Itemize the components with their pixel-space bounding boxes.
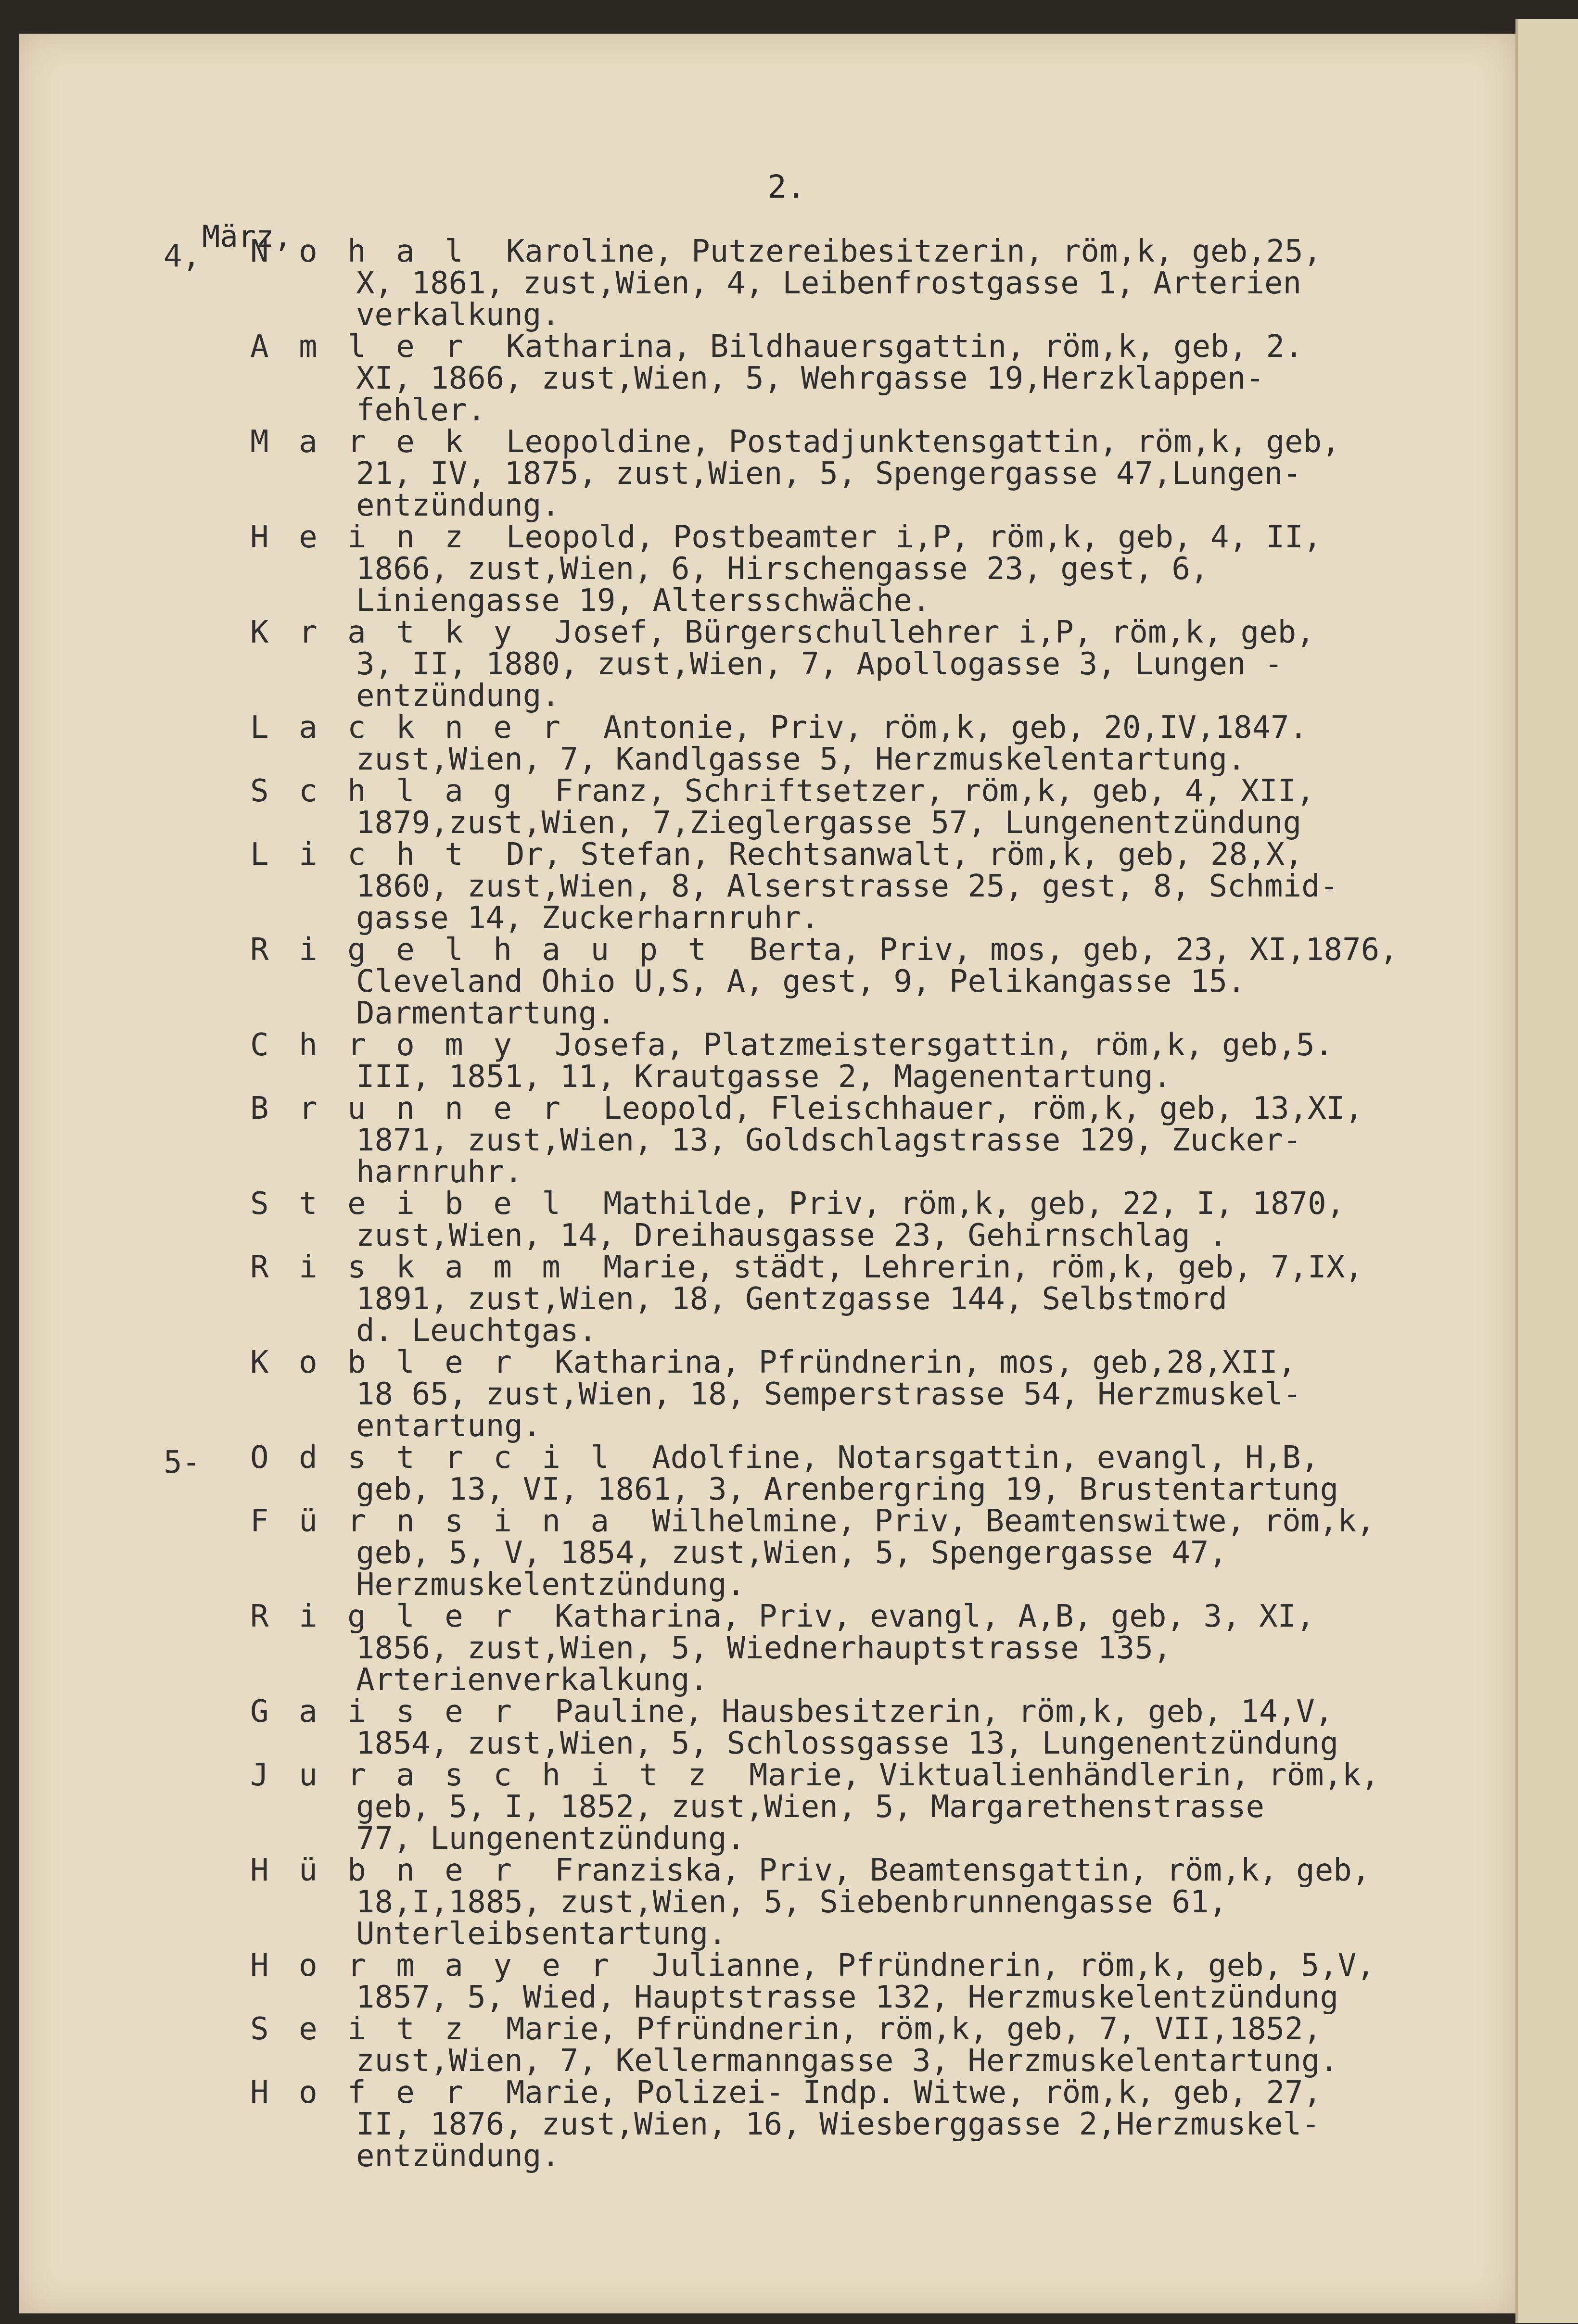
entry-line xyxy=(19,1537,1515,1569)
entry-line xyxy=(19,2077,1515,2109)
entry-line xyxy=(19,1442,1515,1474)
entry-line xyxy=(19,2045,1515,2077)
entry-line xyxy=(19,648,1515,680)
entry-surname: S t e i b e l xyxy=(250,1186,566,1222)
entry-line xyxy=(19,2109,1515,2140)
entry-text: zust,Wien, 7, Kellermanngasse 3, Herzmuskelentartung. xyxy=(356,2043,1339,2079)
entry-surname: L i c h t xyxy=(250,837,469,872)
entry-line xyxy=(19,807,1515,839)
entry-line xyxy=(19,1855,1515,1886)
entry-line xyxy=(19,1791,1515,1823)
entry-surname: K o b l e r xyxy=(250,1345,518,1380)
entry-surname: O d s t r c i l xyxy=(250,1440,615,1476)
entry-text: 1866, zust,Wien, 6, Hirschengasse 23, gest, 6, xyxy=(356,551,1209,587)
entry-line xyxy=(19,871,1515,902)
register-entry xyxy=(19,1029,1515,1093)
entry-line xyxy=(19,1886,1515,1918)
entry-text: 1860, zust,Wien, 8, Alserstrasse 25, gest, 8, Schmid- xyxy=(356,869,1339,904)
entry-text: 3, II, 1880, zust,Wien, 7, Apollogasse 3, Lungen - xyxy=(356,646,1283,682)
entry-surname: L a c k n e r xyxy=(250,710,566,745)
entry-text: III, 1851, 11, Krautgasse 2, Magenentartung. xyxy=(356,1059,1172,1095)
entry-text: Katharina, Pfründnerin, mos, geb,28,XII, xyxy=(554,1345,1297,1380)
entry-day-number: 5- xyxy=(164,1445,201,1480)
entry-line xyxy=(19,458,1515,490)
entry-surname: N o h a l xyxy=(250,234,469,269)
register-entry xyxy=(19,1093,1515,1188)
entry-line xyxy=(19,744,1515,775)
entry-text: d. Leuchtgas. xyxy=(356,1313,597,1349)
entry-text: 1854, zust,Wien, 5, Schlossgasse 13, Lungenentzündung xyxy=(356,1726,1339,1761)
register-entry xyxy=(19,1505,1515,1601)
entry-text: Adolfine, Notarsgattin, evangl, H,B, xyxy=(652,1440,1320,1476)
death-register-entries xyxy=(19,236,1515,2172)
entry-text: 1857, 5, Wied, Hauptstrasse 132, Herzmuskelentzündung xyxy=(356,1980,1339,2015)
entry-line xyxy=(19,267,1515,299)
entry-line xyxy=(19,1188,1515,1220)
entry-line xyxy=(19,934,1515,966)
entry-text: II, 1876, zust,Wien, 16, Wiesberggasse 2,Herzmuskel- xyxy=(356,2107,1320,2142)
entry-text: Julianne, Pfründnerin, röm,k, geb, 5,V, xyxy=(652,1948,1375,1983)
entry-line xyxy=(19,1982,1515,2013)
entry-text: Dr, Stefan, Rechtsanwalt, röm,k, geb, 28,X, xyxy=(506,837,1303,872)
entry-surname: S c h l a g xyxy=(250,773,518,809)
entry-surname: M a r e k xyxy=(250,424,469,460)
entry-text: geb, 5, V, 1854, zust,Wien, 5, Spengergasse 47, xyxy=(356,1535,1227,1571)
entry-text: verkalkung. xyxy=(356,297,560,333)
entry-text: 21, IV, 1875, zust,Wien, 5, Spengergasse 47,Lungen- xyxy=(356,456,1302,492)
register-entry xyxy=(19,1696,1515,1759)
entry-surname: K r a t k y xyxy=(250,615,518,650)
entry-line xyxy=(19,1474,1515,1505)
entry-text: Franz, Schriftsetzer, röm,k, geb, 4, XII, xyxy=(554,773,1315,809)
entry-text: Marie, Pfründnerin, röm,k, geb, 7, VII,1852, xyxy=(506,2011,1322,2047)
entry-text: XI, 1866, zust,Wien, 5, Wehrgasse 19,Herzklappen- xyxy=(356,361,1265,396)
register-entry xyxy=(19,712,1515,775)
entry-line xyxy=(19,331,1515,363)
register-entry xyxy=(19,934,1515,1029)
entry-text: Katharina, Priv, evangl, A,B, geb, 3, XI, xyxy=(554,1599,1315,1634)
entry-line xyxy=(19,553,1515,585)
entry-text: Marie, städt, Lehrerin, röm,k, geb, 7,IX, xyxy=(603,1250,1363,1285)
entry-text: harnruhr. xyxy=(356,1154,523,1190)
entry-surname: H e i n z xyxy=(250,519,469,555)
entry-line xyxy=(19,1569,1515,1601)
entry-surname: F ü r n s i n a xyxy=(250,1503,615,1539)
entry-text: 1891, zust,Wien, 18, Gentzgasse 144, Selbstmord xyxy=(356,1281,1227,1317)
entry-text: zust,Wien, 7, Kandlgasse 5, Herzmuskelentartung. xyxy=(356,742,1246,777)
register-entry xyxy=(19,2077,1515,2172)
entry-text: Marie, Polizei- Indp. Witwe, röm,k, geb, 27, xyxy=(506,2075,1322,2110)
entry-surname: C h r o m y xyxy=(250,1027,518,1063)
entry-text: Leopold, Postbeamter i,P, röm,k, geb, 4, II, xyxy=(506,519,1322,555)
entry-line xyxy=(19,2140,1515,2172)
entry-text: Antonie, Priv, röm,k, geb, 20,IV,1847. xyxy=(603,710,1308,745)
entry-text: 77, Lungenentzündung. xyxy=(356,1821,746,1857)
entry-text: gasse 14, Zuckerharnruhr. xyxy=(356,900,820,936)
entry-day-number: 4, xyxy=(164,239,201,274)
entry-line xyxy=(19,1918,1515,1950)
register-entry xyxy=(19,1601,1515,1696)
entry-text: Arterienverkalkung. xyxy=(356,1662,709,1698)
month-heading: März, xyxy=(202,219,292,254)
register-entry xyxy=(19,1855,1515,1950)
entry-surname: R i g e l h a u p t xyxy=(250,932,713,968)
entry-line xyxy=(19,1505,1515,1537)
entry-line xyxy=(19,1315,1515,1347)
entry-text: zust,Wien, 14, Dreihausgasse 23, Gehirnschlag . xyxy=(356,1218,1227,1253)
entry-text: Mathilde, Priv, röm,k, geb, 22, I, 1870, xyxy=(603,1186,1345,1222)
register-entry xyxy=(19,426,1515,521)
register-page xyxy=(19,34,1515,2313)
register-entry xyxy=(19,1442,1515,1505)
entry-text: entzündung. xyxy=(356,488,560,523)
entry-text: Josefa, Platzmeistersgattin, röm,k, geb,5. xyxy=(554,1027,1334,1063)
entry-line xyxy=(19,680,1515,712)
entry-line xyxy=(19,1251,1515,1283)
entry-line xyxy=(19,617,1515,648)
entry-surname: R i g l e r xyxy=(250,1599,518,1634)
entry-text: Cleveland Ohio U,S, A, gest, 9, Pelikangasse 15. xyxy=(356,964,1246,999)
entry-line xyxy=(19,1220,1515,1251)
entry-text: 1856, zust,Wien, 5, Wiednerhauptstrasse 135, xyxy=(356,1630,1172,1666)
entry-line xyxy=(19,394,1515,426)
entry-text: Berta, Priv, mos, geb, 23, XI,1876, xyxy=(749,932,1398,968)
entry-line xyxy=(19,585,1515,617)
entry-line xyxy=(19,1601,1515,1632)
entry-line xyxy=(19,1378,1515,1410)
register-entry xyxy=(19,1347,1515,1442)
entry-text: Leopold, Fleischhauer, röm,k, geb, 13,XI, xyxy=(603,1091,1363,1126)
entry-line xyxy=(19,1061,1515,1093)
entry-surname: A m l e r xyxy=(250,329,469,365)
entry-text: 18,I,1885, zust,Wien, 5, Siebenbrunnengasse 61, xyxy=(356,1884,1227,1920)
register-entry xyxy=(19,617,1515,712)
entry-surname: J u r a s c h i t z xyxy=(250,1757,713,1793)
entry-text: Leopoldine, Postadjunktensgattin, röm,k, geb, xyxy=(506,424,1340,460)
entry-surname: G a i s e r xyxy=(250,1694,518,1730)
entry-line xyxy=(19,1283,1515,1315)
entry-text: geb, 5, I, 1852, zust,Wien, 5, Margarethenstrasse xyxy=(356,1789,1265,1825)
register-entry xyxy=(19,331,1515,426)
entry-line xyxy=(19,1664,1515,1696)
entry-surname: H o f e r xyxy=(250,2075,469,2110)
entry-surname: S e i t z xyxy=(250,2011,469,2047)
entry-text: X, 1861, zust,Wien, 4, Leibenfrostgasse 1, Arterien xyxy=(356,265,1302,301)
entry-line xyxy=(19,902,1515,934)
entry-line xyxy=(19,966,1515,998)
entry-line xyxy=(19,712,1515,744)
entry-text: fehler. xyxy=(356,392,486,428)
entry-line xyxy=(19,775,1515,807)
entry-line xyxy=(19,1156,1515,1188)
entry-text: geb, 13, VI, 1861, 3, Arenbergring 19, Brustentartung xyxy=(356,1472,1339,1507)
entry-text: Liniengasse 19, Altersschwäche. xyxy=(356,583,931,619)
entry-text: Unterleibsentartung. xyxy=(356,1916,727,1952)
entry-line xyxy=(19,1950,1515,1982)
entry-line xyxy=(19,1632,1515,1664)
entry-line xyxy=(19,236,1515,267)
register-entry xyxy=(19,2013,1515,2077)
register-entry xyxy=(19,775,1515,839)
register-entry xyxy=(19,1759,1515,1855)
register-entry xyxy=(19,1950,1515,2013)
entry-text: 1871, zust,Wien, 13, Goldschlagstrasse 129, Zucker- xyxy=(356,1123,1302,1158)
page-number: 2. xyxy=(767,168,806,205)
entry-text: 18 65, zust,Wien, 18, Semperstrasse 54, Herzmuskel- xyxy=(356,1377,1302,1412)
entry-surname: H ü b n e r xyxy=(250,1853,518,1888)
entry-line xyxy=(19,2013,1515,2045)
entry-line xyxy=(19,490,1515,521)
register-entry xyxy=(19,521,1515,617)
entry-line xyxy=(19,1823,1515,1855)
entry-line xyxy=(19,299,1515,331)
entry-text: Franziska, Priv, Beamtensgattin, röm,k, geb, xyxy=(554,1853,1371,1888)
entry-line xyxy=(19,426,1515,458)
entry-surname: R i s k a m m xyxy=(250,1250,566,1285)
entry-text: Karoline, Putzereibesitzerin, röm,k, geb,25, xyxy=(506,234,1322,269)
entry-line xyxy=(19,839,1515,871)
entry-line xyxy=(19,998,1515,1029)
entry-text: Wilhelmine, Priv, Beamtenswitwe, röm,k, xyxy=(652,1503,1375,1539)
entry-text: Darmentartung. xyxy=(356,996,616,1031)
entry-text: Katharina, Bildhauersgattin, röm,k, geb, 2. xyxy=(506,329,1303,365)
entry-line xyxy=(19,521,1515,553)
facing-page-edge xyxy=(1515,19,1578,2323)
entry-line xyxy=(19,1696,1515,1728)
entry-text: Josef, Bürgerschullehrer i,P, röm,k, geb, xyxy=(554,615,1315,650)
entry-line xyxy=(19,1728,1515,1759)
entry-text: Herzmuskelentzündung. xyxy=(356,1567,746,1603)
entry-text: 1879,zust,Wien, 7,Zieglergasse 57, Lungenentzündung xyxy=(356,805,1302,841)
entry-line xyxy=(19,1093,1515,1124)
entry-line xyxy=(19,1124,1515,1156)
register-entry xyxy=(19,839,1515,934)
entry-line xyxy=(19,1410,1515,1442)
entry-surname: B r u n n e r xyxy=(250,1091,566,1126)
entry-surname: H o r m a y e r xyxy=(250,1948,615,1983)
entry-line xyxy=(19,1347,1515,1378)
entry-line xyxy=(19,1759,1515,1791)
entry-line xyxy=(19,363,1515,394)
entry-text: entzündung. xyxy=(356,678,560,714)
entry-text: Pauline, Hausbesitzerin, röm,k, geb, 14,V, xyxy=(554,1694,1334,1730)
entry-line xyxy=(19,1029,1515,1061)
entry-text: entartung. xyxy=(356,1408,542,1444)
entry-text: Marie, Viktualienhändlerin, röm,k, xyxy=(749,1757,1380,1793)
register-entry xyxy=(19,1188,1515,1251)
entry-text: entzündung. xyxy=(356,2138,560,2174)
register-entry xyxy=(19,1251,1515,1347)
register-entry xyxy=(19,236,1515,331)
